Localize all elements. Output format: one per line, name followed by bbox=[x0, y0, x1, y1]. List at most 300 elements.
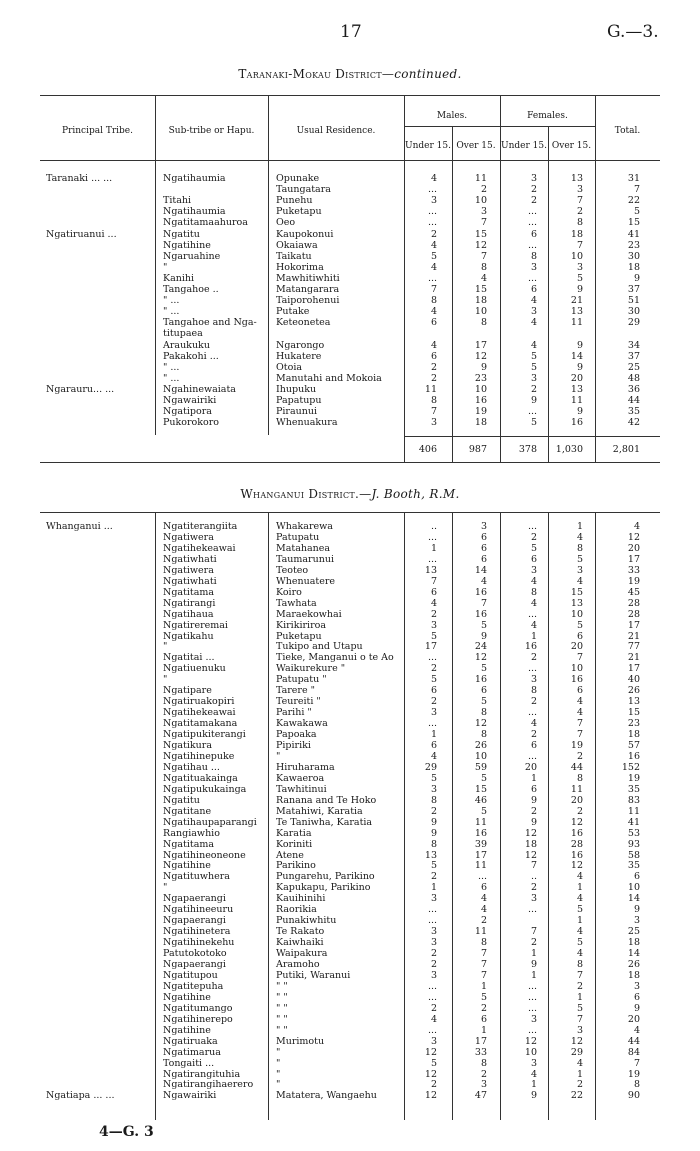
males-under15: 5 bbox=[430, 674, 437, 686]
females-over15: 13 bbox=[570, 173, 583, 184]
usual-residence: " bbox=[276, 1068, 281, 1080]
females-over15: 9 bbox=[576, 284, 583, 295]
males-over15: 4 bbox=[480, 904, 487, 916]
row-total: 3 bbox=[633, 980, 640, 992]
females-over15: 29 bbox=[570, 1046, 583, 1058]
males-over15: 24 bbox=[474, 641, 487, 653]
sub-tribe: Ngatipukiterangi bbox=[163, 729, 246, 741]
females-over15: 4 bbox=[576, 696, 583, 708]
females-over15: 5 bbox=[576, 272, 583, 284]
sub-tribe: Ngatimarua bbox=[163, 1046, 221, 1058]
males-under15: 4 bbox=[430, 597, 437, 609]
females-under15: 4 bbox=[530, 619, 537, 631]
row-total: 23 bbox=[627, 718, 640, 730]
sub-tribe: Ngatihaupaparangi bbox=[163, 816, 257, 828]
females-over15: 9 bbox=[576, 406, 583, 418]
usual-residence: " bbox=[276, 1046, 281, 1058]
females-over15: 3 bbox=[576, 184, 583, 196]
usual-residence: Ngarongo bbox=[276, 339, 325, 351]
section2-title-suffix: J. Booth, R.M. bbox=[371, 487, 460, 501]
females-over15: 20 bbox=[570, 794, 583, 806]
females-over15: 4 bbox=[576, 871, 583, 883]
row-total: 44 bbox=[627, 1035, 640, 1047]
males-under15: 8 bbox=[430, 295, 437, 307]
females-over15: 16 bbox=[570, 417, 583, 429]
males-under15: ... bbox=[427, 1024, 437, 1036]
males-under15: ... bbox=[427, 915, 437, 927]
males-over15: 17 bbox=[474, 339, 487, 351]
males-over15: 6 bbox=[480, 531, 487, 543]
males-under15: ... bbox=[427, 184, 437, 196]
row-total: 34 bbox=[627, 339, 640, 351]
sub-tribe: Ngatirangituhia bbox=[163, 1068, 241, 1080]
males-over15: 17 bbox=[474, 849, 487, 861]
sub-tribe: titupaea bbox=[163, 328, 203, 340]
females-over15: 4 bbox=[576, 948, 583, 960]
females-over15: 10 bbox=[570, 250, 583, 262]
males-over15: 5 bbox=[480, 991, 487, 1003]
males-over15: 7 bbox=[480, 948, 487, 960]
males-over15: 19 bbox=[474, 406, 487, 418]
males-over15: 1 bbox=[480, 1024, 487, 1036]
usual-residence: Tawhata bbox=[276, 597, 317, 609]
sub-tribe: Pukorokoro bbox=[163, 417, 219, 429]
sub-tribe: Ngatihine bbox=[163, 860, 211, 872]
usual-residence: Piraunui bbox=[276, 406, 318, 418]
males-over15: 4 bbox=[480, 893, 487, 905]
females-over15: 2 bbox=[576, 805, 583, 817]
row-total: 83 bbox=[627, 794, 640, 806]
principal-tribe: Ngatiruanui ... bbox=[46, 228, 117, 240]
rule bbox=[40, 512, 660, 513]
females-over15: 12 bbox=[570, 816, 583, 828]
males-over15: 7 bbox=[480, 969, 487, 981]
males-under15: 2 bbox=[430, 608, 437, 620]
females-under15: 9 bbox=[530, 1090, 537, 1102]
females-over15: 5 bbox=[576, 937, 583, 949]
usual-residence: " bbox=[276, 750, 281, 762]
females-over15: 5 bbox=[576, 553, 583, 565]
males-under15: 5 bbox=[430, 860, 437, 872]
row-total: 19 bbox=[627, 772, 640, 784]
females-over15: 4 bbox=[576, 531, 583, 543]
males-under15: 2 bbox=[430, 959, 437, 970]
row-total: 35 bbox=[627, 783, 640, 795]
header-residence: Usual Residence. bbox=[296, 126, 376, 136]
males-over15: 16 bbox=[474, 395, 487, 406]
males-under15: 2 bbox=[430, 696, 437, 708]
females-under15: 4 bbox=[530, 718, 537, 730]
females-over15: 1 bbox=[576, 882, 583, 894]
females-under15: 3 bbox=[530, 674, 537, 686]
usual-residence: Hukatere bbox=[276, 350, 322, 362]
sub-tribe: Tongaiti ... bbox=[163, 1057, 215, 1069]
females-under15: 2 bbox=[530, 531, 537, 543]
males-over15: 7 bbox=[480, 217, 487, 229]
usual-residence: Te Rakato bbox=[276, 926, 325, 938]
females-under15: 1 bbox=[530, 1079, 537, 1091]
row-total: 6 bbox=[633, 871, 640, 883]
males-over15: 5 bbox=[480, 805, 487, 817]
females-under15: 9 bbox=[530, 395, 537, 406]
males-over15: 10 bbox=[474, 306, 487, 318]
usual-residence: Hokorima bbox=[276, 261, 324, 273]
females-under15: 9 bbox=[530, 959, 537, 970]
usual-residence: Putiki, Waranui bbox=[276, 969, 351, 981]
rule bbox=[40, 462, 660, 463]
females-under15: 5 bbox=[530, 542, 537, 554]
sub-tribe: Ngatipare bbox=[163, 685, 212, 697]
females-under15: 1 bbox=[530, 630, 537, 642]
females-over15: 8 bbox=[576, 542, 583, 554]
males-under15: 8 bbox=[430, 395, 437, 406]
males-over15: 5 bbox=[480, 772, 487, 784]
males-over15: 11 bbox=[474, 173, 487, 184]
males-over15: 16 bbox=[474, 608, 487, 620]
males-over15: 6 bbox=[480, 685, 487, 697]
usual-residence: Ranana and Te Hoko bbox=[276, 794, 377, 806]
rule bbox=[40, 160, 660, 161]
row-total: 53 bbox=[627, 827, 640, 839]
females-under15: 1 bbox=[530, 772, 537, 784]
females-over15: 28 bbox=[570, 838, 583, 850]
males-under15: ... bbox=[427, 980, 437, 992]
males-over15: 10 bbox=[474, 383, 487, 395]
row-total: 19 bbox=[627, 1068, 640, 1080]
usual-residence: Taungatara bbox=[276, 184, 331, 196]
sub-tribe: Ngatitepuhа bbox=[163, 980, 224, 992]
page-number: 17 bbox=[340, 22, 362, 42]
females-under15: 10 bbox=[524, 1046, 537, 1058]
males-over15: 6 bbox=[480, 882, 487, 894]
usual-residence: Puketapu bbox=[276, 206, 322, 218]
row-total: 20 bbox=[627, 542, 640, 554]
females-over15: 3 bbox=[576, 564, 583, 576]
males-over15: 1 bbox=[480, 980, 487, 992]
males-over15: 9 bbox=[480, 630, 487, 642]
males-over15: 26 bbox=[474, 740, 487, 751]
females-under15: 3 bbox=[530, 564, 537, 576]
males-under15: 5 bbox=[430, 630, 437, 642]
males-under15: 9 bbox=[430, 816, 437, 828]
females-over15: 8 bbox=[576, 217, 583, 229]
usual-residence: Whenuakura bbox=[276, 417, 338, 429]
males-under15: 9 bbox=[430, 827, 437, 839]
females-over15: 3 bbox=[576, 261, 583, 273]
usual-residence: Koiro bbox=[276, 586, 302, 598]
sub-tribe: Ngatihaua bbox=[163, 608, 214, 620]
females-under15: ... bbox=[527, 406, 537, 418]
row-total: 44 bbox=[627, 395, 640, 406]
males-under15: 29 bbox=[424, 761, 437, 773]
males-over15: 2 bbox=[480, 1068, 487, 1080]
males-under15: 13 bbox=[424, 849, 437, 861]
sub-tribe: " ... bbox=[163, 295, 180, 307]
row-total: 23 bbox=[627, 239, 640, 251]
sub-tribe: Ngatihinetera bbox=[163, 926, 231, 938]
females-under15: 7 bbox=[530, 926, 537, 938]
males-under15: 7 bbox=[430, 284, 437, 295]
row-total: 30 bbox=[627, 250, 640, 262]
males-under15: 3 bbox=[430, 893, 437, 905]
females-under15: ... bbox=[527, 206, 537, 218]
females-under15: ... bbox=[527, 663, 537, 675]
males-under15: 2 bbox=[430, 663, 437, 675]
females-under15: ... bbox=[527, 904, 537, 916]
principal-tribe: Ngarauru... ... bbox=[46, 383, 115, 395]
header-females-under15: Under 15. bbox=[501, 141, 547, 151]
males-over15: 16 bbox=[474, 674, 487, 686]
sub-tribe: Ngatirangihaerero bbox=[163, 1079, 254, 1091]
females-over15: 5 bbox=[576, 619, 583, 631]
males-under15: 6 bbox=[430, 350, 437, 362]
males-under15: 1 bbox=[430, 729, 437, 741]
sub-tribe: Ngatitai ... bbox=[163, 652, 215, 664]
sub-tribe: Ngatihine bbox=[163, 1024, 211, 1036]
males-over15: 7 bbox=[480, 959, 487, 970]
usual-residence: Tukipo and Utapu bbox=[276, 641, 363, 653]
row-total: 29 bbox=[627, 317, 640, 329]
males-under15: 3 bbox=[430, 619, 437, 631]
males-under15: 2 bbox=[430, 948, 437, 960]
section1-title-text: Taranaki-Mokau District bbox=[238, 67, 382, 81]
row-total: 37 bbox=[627, 284, 640, 295]
females-under15: 16 bbox=[524, 641, 537, 653]
row-total: 57 bbox=[627, 740, 640, 751]
usual-residence: Taikatu bbox=[276, 250, 312, 262]
usual-residence: Parihi " bbox=[276, 707, 312, 719]
females-under15: 2 bbox=[530, 195, 537, 207]
males-over15: 6 bbox=[480, 1013, 487, 1025]
sub-tribe: Ngatihaumia bbox=[163, 173, 226, 184]
sub-tribe: Titahi bbox=[163, 195, 192, 207]
sub-tribe: Ngatitumango bbox=[163, 1002, 233, 1014]
usual-residence: Putake bbox=[276, 306, 310, 318]
row-total: 18 bbox=[627, 937, 640, 949]
usual-residence: Kauihinihi bbox=[276, 893, 326, 905]
females-over15: 3 bbox=[576, 1024, 583, 1036]
usual-residence: Matatera, Wangaehu bbox=[276, 1090, 377, 1102]
row-total: 84 bbox=[627, 1046, 640, 1058]
males-under15: ... bbox=[427, 531, 437, 543]
row-total: 28 bbox=[627, 608, 640, 620]
females-under15: 2 bbox=[530, 184, 537, 196]
sub-tribe: Ngatihineeuru bbox=[163, 904, 234, 916]
usual-residence: Murimotu bbox=[276, 1035, 325, 1047]
sub-tribe: Ngatiruaka bbox=[163, 1035, 218, 1047]
row-total: 22 bbox=[627, 195, 640, 207]
sub-tribe: Ngatihau ... bbox=[163, 761, 220, 773]
sub-tribe: " ... bbox=[163, 306, 180, 318]
usual-residence: Teureiti " bbox=[276, 696, 321, 708]
females-under15: 12 bbox=[524, 849, 537, 861]
females-over15: 18 bbox=[570, 228, 583, 240]
females-under15: 6 bbox=[530, 740, 537, 751]
females-under15: 20 bbox=[524, 761, 537, 773]
males-under15: ... bbox=[427, 217, 437, 229]
table-row bbox=[0, 1090, 700, 1102]
males-over15: 11 bbox=[474, 926, 487, 938]
males-under15: ... bbox=[427, 553, 437, 565]
row-total: 14 bbox=[627, 948, 640, 960]
row-total: 15 bbox=[627, 707, 640, 719]
row-total: 10 bbox=[627, 882, 640, 894]
usual-residence: Hiruharama bbox=[276, 761, 335, 773]
males-under15: 4 bbox=[430, 239, 437, 251]
males-over15: 18 bbox=[474, 417, 487, 429]
sub-tribe: Ngatiruakopiri bbox=[163, 696, 235, 708]
males-under15: ... bbox=[427, 991, 437, 1003]
males-over15: 10 bbox=[474, 750, 487, 762]
rule bbox=[40, 95, 660, 96]
sub-tribe: Tangahoe .. bbox=[163, 284, 219, 295]
females-over15: 1 bbox=[576, 991, 583, 1003]
males-over15: 8 bbox=[480, 729, 487, 741]
usual-residence: Waikurekure " bbox=[276, 663, 346, 675]
females-under15: 8 bbox=[530, 586, 537, 598]
row-total: 35 bbox=[627, 860, 640, 872]
sub-tribe: Ngatikahu bbox=[163, 630, 214, 642]
principal-tribe: Whanganui ... bbox=[46, 521, 113, 532]
males-under15: 3 bbox=[430, 969, 437, 981]
males-under15: 3 bbox=[430, 195, 437, 207]
sub-tribe: Ngatihekeawai bbox=[163, 707, 236, 719]
usual-residence: Kapukapu, Parikino bbox=[276, 882, 371, 894]
males-over15: 15 bbox=[474, 783, 487, 795]
sub-tribe: " ... bbox=[163, 372, 180, 384]
males-under15: 12 bbox=[424, 1090, 437, 1102]
males-over15: 3 bbox=[480, 1079, 487, 1091]
row-total: 37 bbox=[627, 350, 640, 362]
header-males: Males. bbox=[436, 111, 468, 121]
sub-tribe: Ngatihine bbox=[163, 991, 211, 1003]
males-over15: 5 bbox=[480, 696, 487, 708]
males-over15: 8 bbox=[480, 261, 487, 273]
usual-residence: " " bbox=[276, 1013, 288, 1025]
males-under15: 6 bbox=[430, 586, 437, 598]
sub-tribe: Ngapaerangi bbox=[163, 915, 226, 927]
females-over15: 16 bbox=[570, 674, 583, 686]
males-over15: 11 bbox=[474, 816, 487, 828]
sub-tribe: Araukuku bbox=[163, 339, 210, 351]
row-total: 12 bbox=[627, 531, 640, 543]
usual-residence: Kaupokonui bbox=[276, 228, 334, 240]
row-total: 18 bbox=[627, 969, 640, 981]
males-under15: 1 bbox=[430, 882, 437, 894]
males-over15: 18 bbox=[474, 295, 487, 307]
females-over15: 2 bbox=[576, 980, 583, 992]
females-over15: 1 bbox=[576, 1068, 583, 1080]
row-total: 17 bbox=[627, 663, 640, 675]
usual-residence: Puketapu bbox=[276, 630, 322, 642]
header-males-under15: Under 15. bbox=[405, 141, 451, 151]
usual-residence: Waipakura bbox=[276, 948, 328, 960]
males-under15: 4 bbox=[430, 1013, 437, 1025]
row-total: 20 bbox=[627, 1013, 640, 1025]
females-under15: ... bbox=[527, 239, 537, 251]
sub-tribe: Ngatiwhati bbox=[163, 553, 217, 565]
males-over15: 11 bbox=[474, 860, 487, 872]
row-total: 21 bbox=[627, 630, 640, 642]
females-under15: 4 bbox=[530, 575, 537, 587]
females-under15: 5 bbox=[530, 417, 537, 429]
females-over15: 4 bbox=[576, 893, 583, 905]
males-under15: 2 bbox=[430, 228, 437, 240]
usual-residence: Pungarehu, Parikino bbox=[276, 871, 375, 883]
grand-total: 2,801 bbox=[612, 444, 640, 455]
females-over15: 11 bbox=[570, 783, 583, 795]
females-under15: 2 bbox=[530, 882, 537, 894]
females-under15: 9 bbox=[530, 794, 537, 806]
males-over15: 46 bbox=[474, 794, 487, 806]
row-total: 18 bbox=[627, 261, 640, 273]
sub-tribe: Ngatihekeawai bbox=[163, 542, 236, 554]
females-under15: 6 bbox=[530, 284, 537, 295]
sub-tribe: Ngatitamakana bbox=[163, 718, 238, 730]
sub-tribe: Ngahinewaiata bbox=[163, 383, 236, 395]
usual-residence: Whenuatere bbox=[276, 575, 336, 587]
females-under15: 6 bbox=[530, 228, 537, 240]
footer-reference: 4—G. 3 bbox=[99, 1124, 154, 1140]
usual-residence: Kirikiriroa bbox=[276, 619, 327, 631]
sub-tribe: Ngatihine bbox=[163, 239, 211, 251]
females-under15: 2 bbox=[530, 652, 537, 664]
sub-tribe: Ngatiwhati bbox=[163, 575, 217, 587]
sub-tribe: Ngatihinepuke bbox=[163, 750, 235, 762]
sub-tribe: Ngapaerangi bbox=[163, 959, 226, 970]
usual-residence: Patupatu " bbox=[276, 674, 327, 686]
females-under15: 3 bbox=[530, 372, 537, 384]
sub-tribe: Ngawairiki bbox=[163, 395, 217, 406]
females-over15: 1 bbox=[576, 915, 583, 927]
females-under15: 2 bbox=[530, 383, 537, 395]
sub-tribe: Ngatiwera bbox=[163, 564, 214, 576]
sub-tribe: Ngatitupou bbox=[163, 969, 218, 981]
females-under15: 2 bbox=[530, 937, 537, 949]
usual-residence: " " bbox=[276, 1002, 288, 1014]
females-over15: 4 bbox=[576, 575, 583, 587]
males-under15: 1 bbox=[430, 542, 437, 554]
total-males-over15: 987 bbox=[468, 444, 487, 455]
sub-tribe: Ngaruahine bbox=[163, 250, 221, 262]
row-total: 4 bbox=[633, 521, 640, 532]
females-over15: 8 bbox=[576, 959, 583, 970]
sub-tribe: Ngatiwera bbox=[163, 531, 214, 543]
females-under15: ... bbox=[527, 217, 537, 229]
females-under15: ... bbox=[527, 1002, 537, 1014]
usual-residence: Punakiwhitu bbox=[276, 915, 337, 927]
section2-title-text: Whanganui District.— bbox=[240, 487, 372, 501]
females-under15: ... bbox=[527, 1024, 537, 1036]
sub-tribe: " bbox=[163, 641, 168, 653]
females-over15: 13 bbox=[570, 306, 583, 318]
sub-tribe: Ngatipora bbox=[163, 406, 212, 418]
usual-residence: Raorikia bbox=[276, 904, 317, 916]
sub-tribe: " ... bbox=[163, 361, 180, 373]
females-under15: ... bbox=[527, 521, 537, 532]
usual-residence: Punehu bbox=[276, 195, 313, 207]
males-under15: 2 bbox=[430, 805, 437, 817]
row-total: 28 bbox=[627, 597, 640, 609]
males-under15: 12 bbox=[424, 1068, 437, 1080]
females-under15: 2 bbox=[530, 729, 537, 741]
females-over15: 13 bbox=[570, 597, 583, 609]
usual-residence: " " bbox=[276, 1024, 288, 1036]
females-over15: 11 bbox=[570, 317, 583, 329]
males-under15: 2 bbox=[430, 871, 437, 883]
usual-residence: Tawhitinui bbox=[276, 783, 327, 795]
females-over15: 8 bbox=[576, 772, 583, 784]
